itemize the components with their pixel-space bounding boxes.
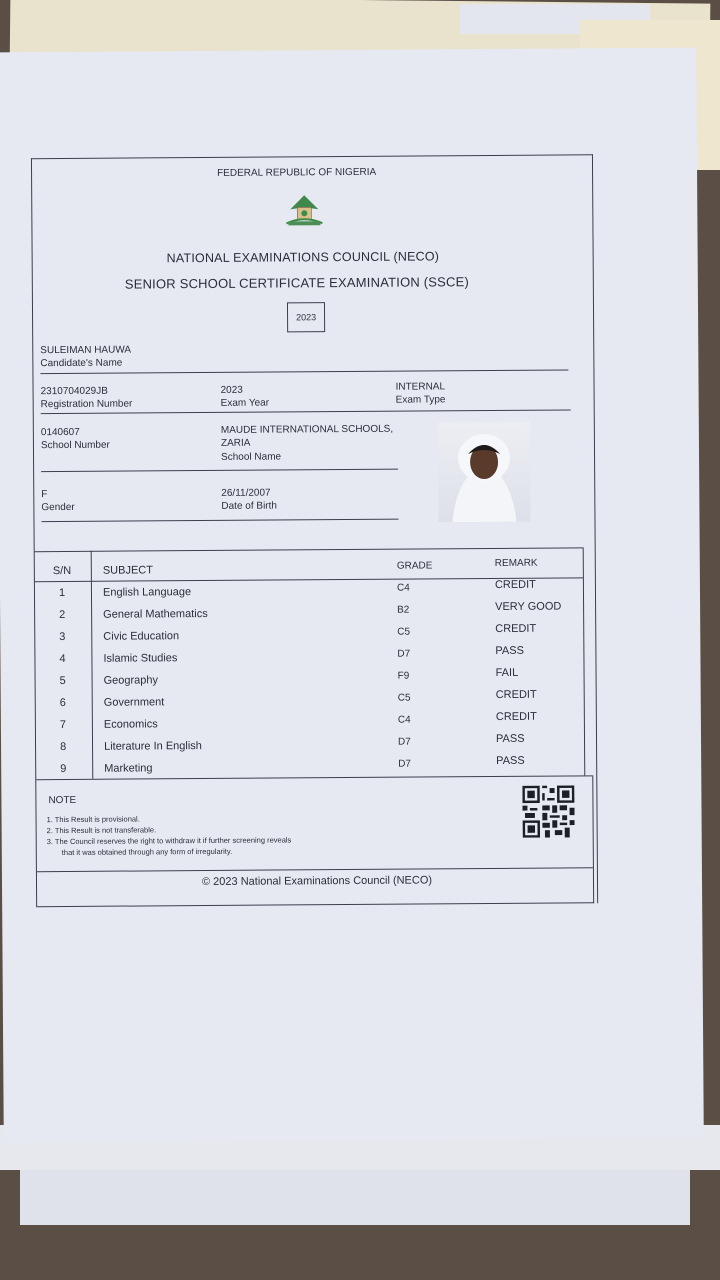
registration-number: 2310704029JB <box>40 385 108 398</box>
row-subject: Economics <box>103 718 158 731</box>
row-sn: 2 <box>59 608 66 622</box>
row-sn: 4 <box>59 652 66 666</box>
candidate-name: SULEIMAN HAUWA <box>40 344 132 357</box>
row-grade: C4 <box>396 582 410 594</box>
registration-label: Registration Number <box>40 398 133 411</box>
divider <box>41 519 398 522</box>
header-remark: REMARK <box>494 557 538 569</box>
row-remark: CREDIT <box>495 622 537 635</box>
row-remark: PASS <box>496 754 525 767</box>
row-subject: General Mathematics <box>103 607 208 621</box>
note-item: 2. This Result is not transferable. <box>46 825 157 836</box>
row-grade: D7 <box>397 736 411 748</box>
date-of-birth: 26/11/2007 <box>221 487 271 499</box>
gender: F <box>41 489 48 501</box>
row-subject: Civic Education <box>103 630 180 643</box>
row-subject: Geography <box>103 674 159 687</box>
row-remark: FAIL <box>495 666 519 679</box>
row-remark: PASS <box>495 644 524 657</box>
divider <box>41 469 398 472</box>
school-number: 0140607 <box>40 426 80 439</box>
note-item: that it was obtained through any form of irregularity. <box>61 846 233 858</box>
row-grade: C5 <box>397 692 411 704</box>
table-bottom-border <box>36 775 592 780</box>
neco-emblem-icon <box>282 193 326 229</box>
note-item: 1. This Result is provisional. <box>46 814 140 825</box>
school-name-line2: ZARIA <box>220 437 251 449</box>
copyright-text: © 2023 National Examinations Council (NECO) <box>201 874 433 889</box>
note-right-border <box>592 775 594 903</box>
row-remark: CREDIT <box>495 688 537 701</box>
country-title: FEDERAL REPUBLIC OF NIGERIA <box>217 166 377 179</box>
row-grade: C4 <box>397 714 411 726</box>
row-grade: B2 <box>397 604 410 616</box>
row-grade: D7 <box>397 648 411 660</box>
row-sn: 7 <box>59 718 67 732</box>
divider <box>41 409 571 414</box>
row-grade: D7 <box>398 758 412 770</box>
header-grade: GRADE <box>396 560 433 572</box>
table-column-divider <box>91 551 94 779</box>
year-box: 2023 <box>287 302 325 332</box>
header-subject: SUBJECT <box>102 564 153 577</box>
divider <box>40 369 568 374</box>
row-sn: 1 <box>58 586 66 600</box>
result-sheet <box>0 48 704 1143</box>
dob-label: Date of Birth <box>221 500 278 512</box>
table-right-border <box>583 547 586 775</box>
council-title: NATIONAL EXAMINATIONS COUNCIL (NECO) <box>166 249 440 266</box>
frame-bottom-border <box>37 902 594 907</box>
row-remark: CREDIT <box>495 710 537 723</box>
exam-title: SENIOR SCHOOL CERTIFICATE EXAMINATION (SSCE) <box>124 274 470 292</box>
row-sn: 6 <box>59 696 66 710</box>
exam-type-label: Exam Type <box>395 394 446 406</box>
row-subject: English Language <box>102 586 192 599</box>
row-subject: Islamic Studies <box>103 652 178 665</box>
note-item: 3. The Council reserves the right to withdraw it if further screening reveals <box>46 835 292 847</box>
row-sn: 9 <box>60 762 67 776</box>
row-grade: C5 <box>397 626 411 638</box>
school-name-line1: MAUDE INTERNATIONAL SCHOOLS, <box>220 423 394 436</box>
exam-type: INTERNAL <box>395 381 446 393</box>
qr-code-icon <box>522 785 574 837</box>
table-top-border <box>35 547 583 552</box>
row-remark: PASS <box>495 732 525 745</box>
gender-label: Gender <box>41 501 75 514</box>
exam-year: 2023 <box>220 384 243 396</box>
school-name-label: School Name <box>220 451 282 463</box>
row-remark: VERY GOOD <box>495 600 562 613</box>
row-remark: CREDIT <box>494 578 536 591</box>
footer-divider <box>37 867 593 872</box>
row-sn: 3 <box>59 630 66 644</box>
row-subject: Marketing <box>104 762 153 775</box>
row-sn: 5 <box>59 674 66 688</box>
candidate-photo <box>438 422 531 523</box>
certificate-frame <box>31 154 598 907</box>
school-number-label: School Number <box>40 439 110 452</box>
row-subject: Government <box>103 696 165 709</box>
note-title: NOTE <box>48 794 77 807</box>
row-sn: 8 <box>60 740 67 754</box>
exam-year-label: Exam Year <box>220 397 270 409</box>
row-grade: F9 <box>397 670 410 682</box>
header-sn: S/N <box>52 564 72 578</box>
candidate-name-label: Candidate's Name <box>40 357 123 370</box>
row-subject: Literature In English <box>104 740 202 753</box>
